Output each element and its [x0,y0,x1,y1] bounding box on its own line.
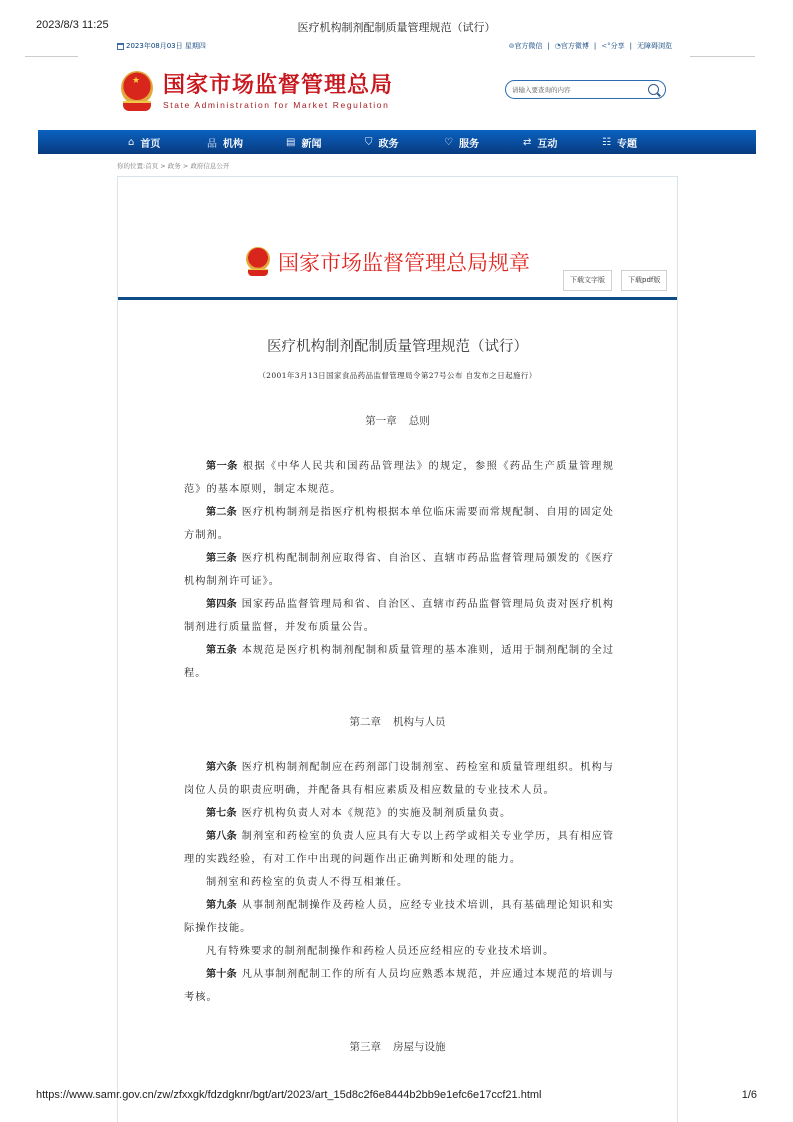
article-paragraph: 第三条 医疗机构配制制剂应取得省、自治区、直辖市药品监督管理局颁发的《医疗机构制剂许可证》。 [184,553,614,587]
download-pdf-button[interactable]: 下载pdf版 [621,270,667,291]
article-paragraph: 第九条 从事制剂配制操作及药检人员，应经专业技术培训，具有基础理论知识和实际操作技能。 [184,900,614,934]
banner-divider [118,297,677,300]
page-url: https://www.samr.gov.cn/zw/zfxxgk/fdzdgknr/bgt/art/2023/art_15d8c2f6e8444b2bb9e1efc6e17ccf21.html [36,1089,542,1101]
search-input[interactable] [512,86,648,94]
document-title: 医疗机构制剂配制质量管理规范（试行） [267,339,528,355]
national-emblem-icon [245,247,271,277]
site-logo[interactable] [119,71,393,113]
current-date [117,41,206,51]
brand-name-en: State Administration for Market Regulation [163,100,390,110]
news-icon: ▤ [286,136,296,148]
nav-item-news[interactable]: ▤ 新闻 [286,136,322,150]
divider: | [593,42,597,50]
article-paragraph: 第五条 本规范是医疗机构制剂配制和质量管理的基本准则，适用于制剂配制的全过程。 [184,645,614,679]
shield-icon: ⛉ [365,136,373,148]
article-paragraph: 第十条 凡从事制剂配制工作的所有人员均应熟悉本规范，并应通过本规范的培训与考核。 [184,969,614,1003]
nav-item-government-affairs[interactable]: ⛉ 政务 [365,136,399,150]
list-icon: ☷ [602,136,611,148]
heart-icon: ♡ [444,136,453,148]
nav-item-organization[interactable]: 品 机构 [207,135,286,150]
wechat-link[interactable]: ⊚官方微信 [508,42,543,50]
document-subtitle: （2001年3月13日国家食品药品监督管理局令第27号公布 自发布之日起施行） [258,371,537,380]
search-icon[interactable] [648,84,659,95]
banner-title: 国家市场监督管理总局规章 [278,251,530,275]
wechat-icon: ⊚ [508,42,515,50]
share-icon: <° [601,42,611,50]
print-timestamp: 2023/8/3 11:25 [36,19,109,31]
header-rule-left [25,56,78,57]
article-paragraph: 第七条 医疗机构负责人对本《规范》的实施及制剂质量负责。 [206,808,512,819]
article-paragraph: 凡有特殊要求的制剂配制操作和药检人员还应经相应的专业技术培训。 [206,946,555,957]
nav-item-topics[interactable]: ☷ 专题 [602,136,637,150]
nav-item-interaction[interactable]: ⇄ 互动 [523,136,558,150]
article-paragraph: 第六条 医疗机构制剂配制应在药剂部门设制剂室、药检室和质量管理组织。机构与岗位人员的职责应明确，并配备具有相应素质及相应数量的专业技术人员。 [184,762,614,796]
article-paragraph: 第八条 制剂室和药检室的负责人应具有大专以上药学或相关专业学历，具有相应管理的实践经验，有对工作中出现的问题作出正确判断和处理的能力。 [184,831,614,865]
calendar-icon [117,43,124,50]
divider: | [629,42,632,50]
page-number: 1/6 [741,1089,757,1101]
chapter-heading: 第三章 房屋与设施 [349,1041,446,1053]
weibo-link[interactable]: ◔官方微博 [554,42,589,50]
article-paragraph: 制剂室和药检室的负责人不得互相兼任。 [206,877,409,888]
exchange-icon: ⇄ [523,136,532,148]
article-paragraph: 第四条 国家药品监督管理局和省、自治区、直辖市药品监督管理局负责对医疗机构制剂进行质量监督，并发布质量公告。 [184,599,614,633]
home-icon: ⌂ [128,136,135,148]
divider: | [547,42,550,50]
download-word-button[interactable]: 下载文字版 [563,270,612,291]
chapter-heading: 第二章 机构与人员 [349,716,446,728]
top-bar [117,41,672,53]
main-nav [38,130,756,154]
brand-name-cn: 国家市场监督管理总局 [163,73,394,98]
chapter-heading: 第一章 总则 [365,415,430,427]
print-header [0,19,793,35]
nav-item-home[interactable]: ⌂ 首页 [128,136,161,150]
print-page-title: 医疗机构制剂配制质量管理规范（试行） [297,21,496,34]
regulation-banner [118,247,677,297]
share-link[interactable]: <°分享 [601,42,625,50]
date-text: 2023年08月03日 星期四 [126,42,206,50]
nav-item-services[interactable]: ♡ 服务 [444,136,479,150]
header-rule-right [690,56,755,57]
national-emblem-icon: ★ [119,71,155,113]
org-chart-icon: 品 [207,138,217,150]
top-links [509,41,672,51]
article-paragraph: 第一条 根据《中华人民共和国药品管理法》的规定，参照《药品生产质量管理规范》的基本原则，制定本规范。 [184,461,614,495]
search-box [505,80,666,99]
weibo-icon: ◔ [554,42,561,50]
accessibility-link[interactable]: 无障碍浏览 [637,42,672,50]
content-panel [117,176,678,1122]
article-paragraph: 第二条 医疗机构制剂是指医疗机构根据本单位临床需要而常规配制、自用的固定处方制剂。 [184,507,614,541]
breadcrumb[interactable]: 你的位置:首页 > 政务 > 政府信息公开 [117,162,230,170]
